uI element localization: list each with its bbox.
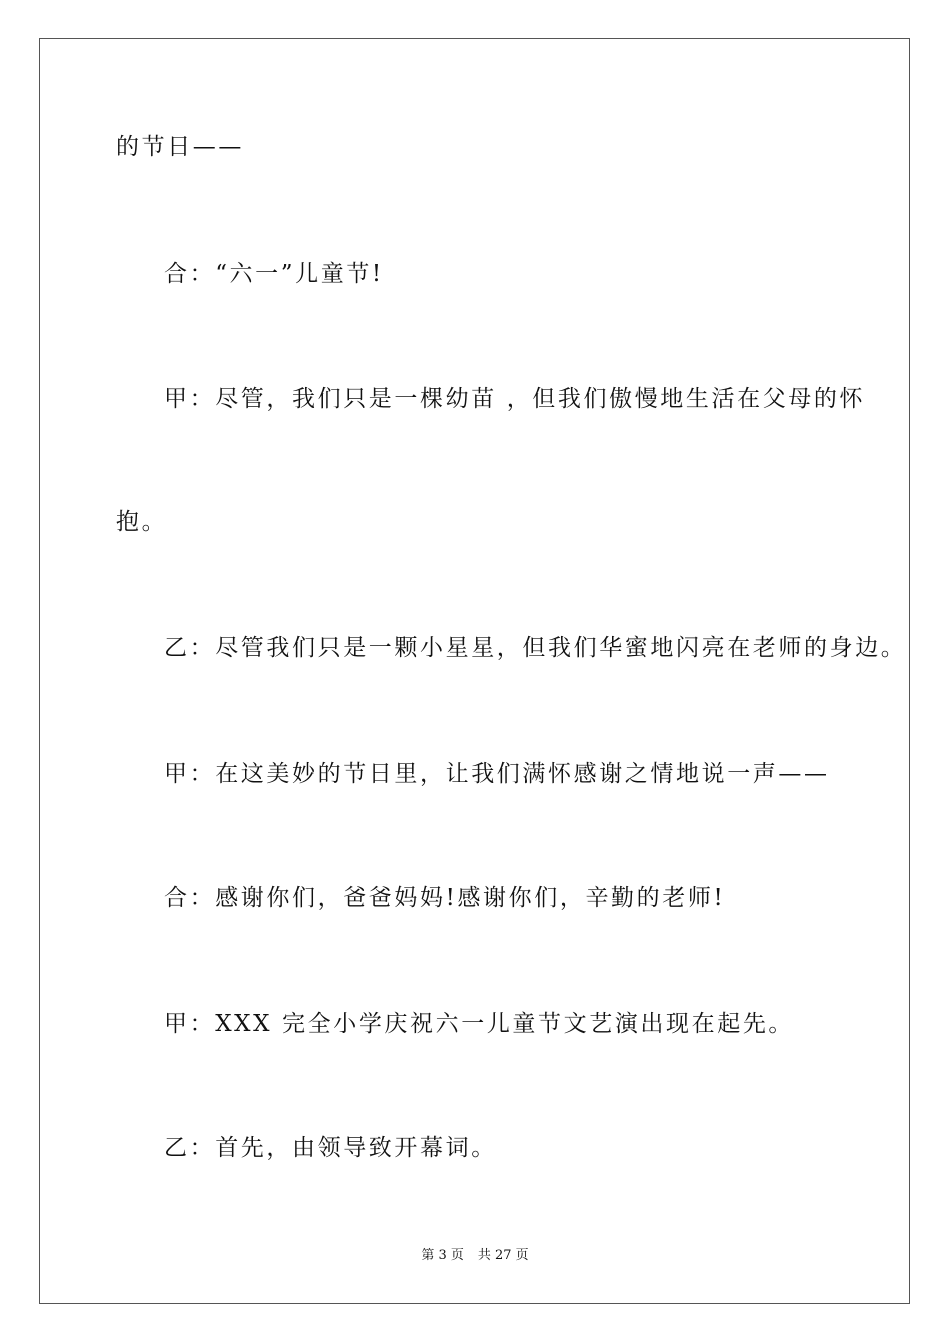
text-line-5: 乙：尽管我们只是一颗小星星，但我们华蜜地闪亮在老师的身边。 [164,635,907,661]
text-line-9: 乙：首先，由领导致开幕词。 [164,1135,497,1161]
text-line-8: 甲：XXX 完全小学庆祝六一儿童节文艺演出现在起先。 [164,1011,795,1037]
page-total: 共 27 页 [477,1248,529,1263]
page-footer [0,1248,950,1264]
text-line-7: 合：感谢你们，爸爸妈妈!感谢你们，辛勤的老师! [164,885,726,911]
page-frame [39,38,910,1304]
text-line-4: 抱。 [116,509,168,535]
page-number: 第 3 页 [421,1248,464,1263]
text-line-3: 甲：尽管，我们只是一棵幼苗 ，但我们傲慢地生活在父母的怀 [164,386,866,412]
text-line-2: 合：“六一”儿童节! [164,261,384,287]
text-line-6: 甲：在这美妙的节日里，让我们满怀感谢之情地说一声—— [164,761,830,787]
text-line-1: 的节日—— [116,134,244,160]
